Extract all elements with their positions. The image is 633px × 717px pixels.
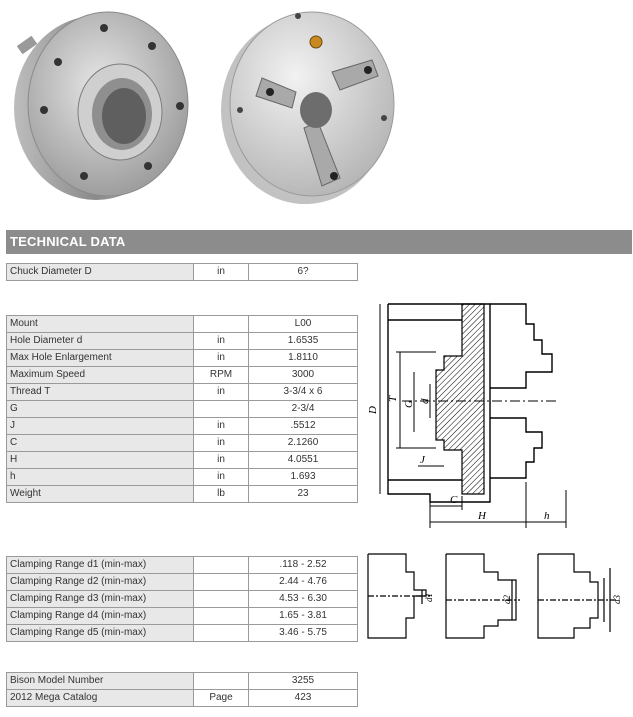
row-unit: [194, 401, 249, 418]
row-label: J: [7, 418, 194, 435]
row-label: Clamping Range d4 (min-max): [7, 608, 194, 625]
dim-label-G: G: [403, 400, 415, 408]
row-value: 2.1260: [249, 435, 358, 452]
row-label: h: [7, 469, 194, 486]
row-label: Clamping Range d3 (min-max): [7, 591, 194, 608]
row-unit: in: [194, 333, 249, 350]
row-value: 4.0551: [249, 452, 358, 469]
row-label: 2012 Mega Catalog: [7, 690, 194, 707]
row-value: 1.693: [249, 469, 358, 486]
table-row: [7, 401, 358, 418]
row-unit: in: [194, 452, 249, 469]
row-label: Clamping Range d2 (min-max): [7, 574, 194, 591]
table-row: [7, 418, 358, 435]
dim-label-T: T: [387, 395, 399, 402]
clamp-label-d3: d3: [612, 595, 622, 604]
row-unit: in: [194, 435, 249, 452]
dim-label-C: C: [450, 494, 458, 506]
row-value: 3-3/4 x 6: [249, 384, 358, 401]
dim-label-d: d: [419, 398, 431, 404]
row-label: H: [7, 452, 194, 469]
row-unit: [194, 673, 249, 690]
row-value: L00: [249, 316, 358, 333]
row-unit: in: [194, 418, 249, 435]
row-label: Hole Diameter d: [7, 333, 194, 350]
chuck-diameter-table: [6, 263, 358, 281]
table-row: [7, 333, 358, 350]
row-value: 2.44 - 4.76: [249, 574, 358, 591]
row-value: 1.65 - 3.81: [249, 608, 358, 625]
table-row: [7, 591, 358, 608]
row-label: Weight: [7, 486, 194, 503]
catalog-table: [6, 672, 358, 707]
table-row: [7, 452, 358, 469]
table-row: [7, 367, 358, 384]
chuck-front-photo: [221, 12, 394, 204]
dim-label-H: H: [478, 510, 486, 522]
row-unit: [194, 608, 249, 625]
cross-section-drawing: [366, 300, 628, 535]
row-value: 423: [249, 690, 358, 707]
dim-label-D: D: [367, 406, 379, 414]
row-unit: [194, 625, 249, 642]
row-value: 23: [249, 486, 358, 503]
row-unit: in: [194, 264, 249, 281]
row-label: C: [7, 435, 194, 452]
row-value: .5512: [249, 418, 358, 435]
row-unit: in: [194, 350, 249, 367]
technical-data-header: [6, 230, 632, 254]
row-label: Thread T: [7, 384, 194, 401]
table-row: [7, 574, 358, 591]
clamping-range-drawings: [366, 548, 628, 648]
row-value: 3255: [249, 673, 358, 690]
section-title: TECHNICAL DATA: [10, 234, 126, 249]
table-row: [7, 316, 358, 333]
table-row: [7, 673, 358, 690]
row-label: G: [7, 401, 194, 418]
row-unit: [194, 591, 249, 608]
row-unit: in: [194, 469, 249, 486]
row-label: Chuck Diameter D: [7, 264, 194, 281]
row-unit: in: [194, 384, 249, 401]
row-value: 2-3/4: [249, 401, 358, 418]
row-value: 1.8110: [249, 350, 358, 367]
dim-label-J: J: [420, 454, 425, 466]
row-value: 3000: [249, 367, 358, 384]
table-row: [7, 350, 358, 367]
table-row: [7, 435, 358, 452]
row-label: Max Hole Enlargement: [7, 350, 194, 367]
row-unit: Page: [194, 690, 249, 707]
row-unit: [194, 574, 249, 591]
row-label: Bison Model Number: [7, 673, 194, 690]
table-row: [7, 557, 358, 574]
row-label: Clamping Range d5 (min-max): [7, 625, 194, 642]
chuck-back-photo: [14, 12, 188, 200]
table-row: [7, 608, 358, 625]
row-unit: [194, 316, 249, 333]
row-value: 4.53 - 6.30: [249, 591, 358, 608]
clamping-range-table: [6, 556, 358, 642]
row-label: Mount: [7, 316, 194, 333]
clamp-label-d1: d1: [424, 593, 434, 602]
row-label: Clamping Range d1 (min-max): [7, 557, 194, 574]
table-row: [7, 486, 358, 503]
clamp-label-d2: d2: [502, 595, 512, 604]
table-row: [7, 469, 358, 486]
dim-label-h: h: [544, 510, 550, 522]
row-label: Maximum Speed: [7, 367, 194, 384]
row-unit: RPM: [194, 367, 249, 384]
row-value: 6?: [249, 264, 358, 281]
row-value: .118 - 2.52: [249, 557, 358, 574]
table-row: [7, 625, 358, 642]
row-value: 3.46 - 5.75: [249, 625, 358, 642]
table-row: [7, 690, 358, 707]
row-unit: [194, 557, 249, 574]
product-photos: [0, 0, 633, 205]
table-row: [7, 384, 358, 401]
row-unit: lb: [194, 486, 249, 503]
table-row: [7, 264, 358, 281]
dimensions-table: [6, 315, 358, 503]
row-value: 1.6535: [249, 333, 358, 350]
